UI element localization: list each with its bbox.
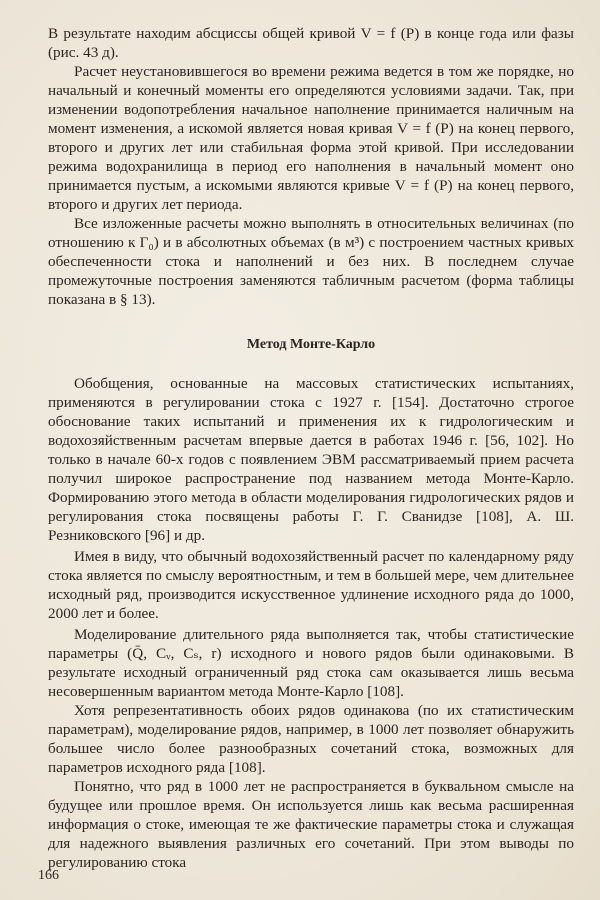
paragraph: Имея в виду, что обычный водохозяйственный расчет по календарному ряду стока является по смыслу вероятностным, и тем в большей мере, чем длительнее исходный ряд, производится искусственное удлинение исходного ряда до 1000, 2000 лет и более. (48, 548, 574, 622)
section-heading: Метод Монте-Карло (246, 337, 376, 352)
page-number: 166 (38, 868, 59, 883)
paragraph: Хотя репрезентативность обоих рядов одинакова (по их статистическим параметрам), моделирование рядов, например, в 1000 лет позволяет обнаружить большее число более разнообразных сочетаний стока, возможных для параметров исходного ряда [108]. (48, 702, 574, 776)
paragraph: В результате находим абсциссы общей кривой V = f (P) в конце года или фазы (рис. 43 д). (48, 25, 574, 61)
paragraph: Все изложенные расчеты можно выполнять в относительных величинах (по отношению к Г₀) и в абсолютных объемах (в м³) с построением частных кривых обеспеченности стока и наполнений и без них. В последнем случае промежуточные построения заменяются табличным расчетом (форма таблицы показана в § 13). (48, 215, 574, 308)
paragraph: Расчет неустановившегося во времени режима ведется в том же порядке, но начальный и конечный моменты его определяются условиями задачи. Так, при изменении водопотребления начальное наполнение принимается наличным на момент изменения, а искомой является новая кривая V = f (P) на конец первого, второго и других лет или стабильная форма этой кривой. При исследовании режима водохранилища в период его наполнения в начальный момент оно принимается пустым, а искомыми являются кривые V = f (P) на конец первого, второго и других лет периода. (48, 63, 574, 213)
page-body (48, 24, 574, 872)
paragraph: Обобщения, основанные на массовых статистических испытаниях, применяются в регулировании стока с 1927 г. [154]. Достаточно строгое обоснование таких испытаний и применения их к гидрологическим и водохозяйственным расчетам впервые дается в работах 1946 г. [56, 102]. Но только в начале 60-х годов с появлением ЭВМ рассматриваемый прием расчета получил широкое распространение под названием метода Монте-Карло. Формированию этого метода в области моделирования гидрологических рядов и регулирования стока посвящены работы Г. Г. Сванидзе [108], А. Ш. Резниковского [96] и др. (48, 375, 574, 544)
paragraph: Моделирование длительного ряда выполняется так, чтобы статистические параметры (Q̄, Cᵥ, Cₛ, r) исходного и нового рядов были одинаковыми. В результате исходный ограниченный ряд стока сам оказывается лишь весьма несовершенным вариантом метода Монте-Карло [108]. (48, 626, 574, 700)
paragraph: Понятно, что ряд в 1000 лет не распространяется в буквальном смысле на будущее или прошлое время. Он используется лишь как весьма расширенная информация о стоке, имеющая те же фактические параметры стока и служащая для надежного выявления различных его сочетаний. При этом выводы по регулированию стока (48, 778, 574, 871)
